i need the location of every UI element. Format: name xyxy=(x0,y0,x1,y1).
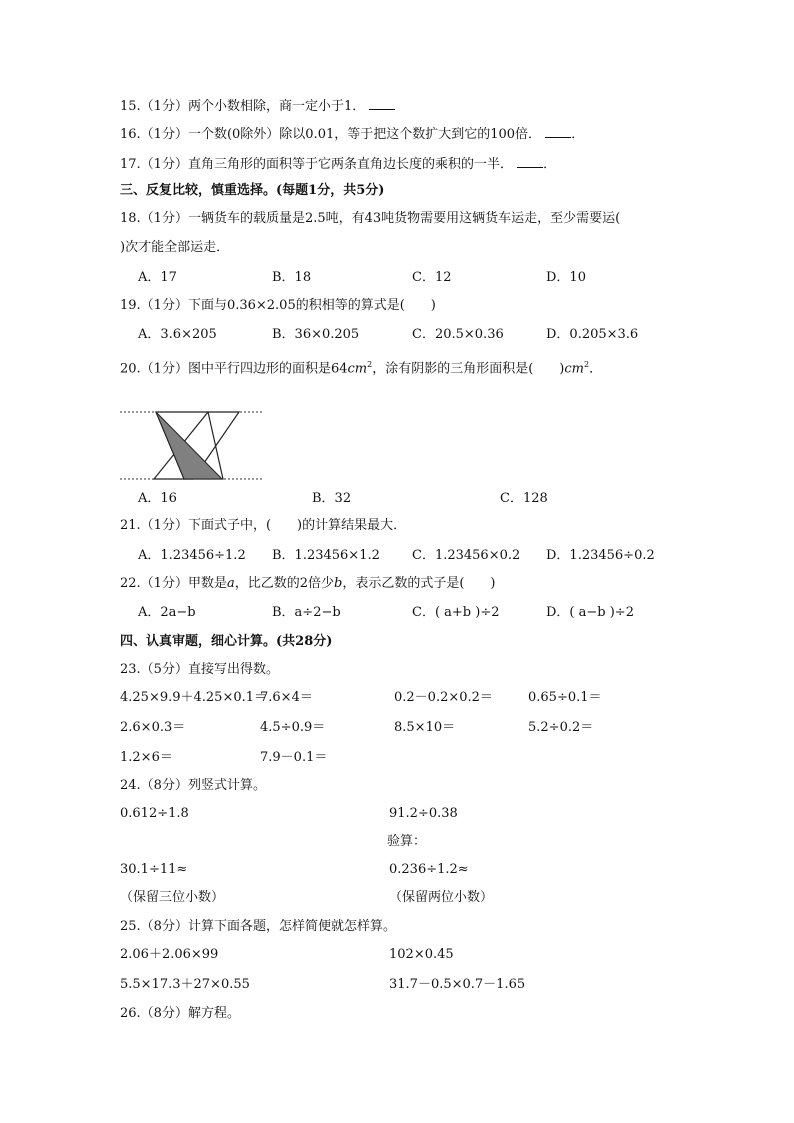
q25-item: 5.5×17.3＋27×0.55 xyxy=(120,977,250,992)
question-15 xyxy=(120,97,395,115)
question-16: 16.（1分）一个数(0除外）除以0.01，等于把这个数扩大到它的100倍． ． xyxy=(120,127,585,142)
answer-blank-16[interactable] xyxy=(545,125,571,138)
variable-b: b xyxy=(334,576,343,591)
question-20-unit-2: cm xyxy=(564,361,584,377)
question-15-text: 15.（1分）两个小数相除，商一定小于1． xyxy=(120,99,366,114)
section-3-heading: 三、反复比较，慎重选择。(每题1分，共5分) xyxy=(120,183,385,198)
question-24: 24.（8分）列竖式计算。 xyxy=(120,778,266,793)
q23-item: 7.9－0.1＝ xyxy=(260,750,328,765)
q20-option-c[interactable]: C．128 xyxy=(500,491,548,506)
q23-item: 4.5÷0.9＝ xyxy=(260,720,326,735)
question-20-text-b: ，涂有阴影的三角形面积是( ) xyxy=(372,361,565,377)
q25-item: 31.7－0.5×0.7－1.65 xyxy=(389,977,526,992)
q18-option-b[interactable]: B．18 xyxy=(272,270,312,285)
q21-option-d[interactable]: D．1.23456÷0.2 xyxy=(546,548,655,563)
q20-option-a[interactable]: A．16 xyxy=(138,491,177,506)
question-25: 25.（8分）计算下面各题，怎样简便就怎样算。 xyxy=(120,919,396,934)
q22-option-d[interactable]: D．( a−b )÷2 xyxy=(546,605,634,620)
question-23: 23.（5分）直接写出得数。 xyxy=(120,662,279,677)
q24-item: 0.236÷1.2≈ xyxy=(389,862,469,877)
question-21: 21.（1分）下面式子中，( )的计算结果最大． xyxy=(120,518,407,533)
q19-option-a[interactable]: A．3.6×205 xyxy=(138,327,217,342)
q23-item: 4.25×9.9＋4.25×0.1＝ xyxy=(120,690,268,705)
q18-option-c[interactable]: C．12 xyxy=(412,270,452,285)
q22-option-c[interactable]: C．( a+b )÷2 xyxy=(412,605,500,620)
q18-option-d[interactable]: D．10 xyxy=(546,270,586,285)
q21-option-b[interactable]: B．1.23456×1.2 xyxy=(272,548,380,563)
q23-item: 1.2×6＝ xyxy=(120,750,173,765)
q24-item: 0.612÷1.8 xyxy=(120,806,189,821)
question-22: 22.（1分）甲数是a，比乙数的2倍少b，表示乙数的式子是( ) xyxy=(120,576,496,591)
answer-blank-17[interactable] xyxy=(517,155,543,168)
question-20: 20.（1分）图中平行四边形的面积是$64cm^2$，涂有阴影的三角形面积是( )$cm^2$． xyxy=(120,360,603,377)
question-18-line1: 18.（1分）一辆货车的载质量是2.5吨，有43吨货物需要用这辆货车运走，至少需要运( xyxy=(120,211,621,226)
q20-option-b[interactable]: B．32 xyxy=(312,491,352,506)
question-17: 17.（1分）直角三角形的面积等于它两条直角边长度的乘积的一半． ． xyxy=(120,157,557,172)
q24-check-label: 验算： xyxy=(387,834,427,849)
q23-item: 0.2－0.2×0.2＝ xyxy=(394,690,493,705)
q24-note: （保留三位小数） xyxy=(120,890,225,905)
q19-option-d[interactable]: D．0.205×3.6 xyxy=(546,327,639,342)
q19-option-c[interactable]: C．20.5×0.36 xyxy=(412,327,504,342)
shaded-triangle xyxy=(156,412,222,479)
q22-option-b[interactable]: B．a÷2−b xyxy=(272,605,341,620)
question-20-unit: cm xyxy=(347,361,368,377)
question-26: 26.（8分）解方程。 xyxy=(120,1006,240,1021)
q19-option-b[interactable]: B．36×0.205 xyxy=(272,327,360,342)
question-17-text: 17.（1分）直角三角形的面积等于它两条直角边长度的乘积的一半． xyxy=(120,157,513,172)
question-16-text: 16.（1分）一个数(0除外）除以0.01，等于把这个数扩大到它的100倍． xyxy=(120,127,542,142)
q24-item: 30.1÷11≈ xyxy=(120,862,188,877)
q22-option-a[interactable]: A．2a−b xyxy=(138,605,196,620)
q23-item: 0.65÷0.1＝ xyxy=(528,690,602,705)
question-18-line2: )次才能全部运走． xyxy=(120,240,230,255)
q23-item: 2.6×0.3＝ xyxy=(120,720,186,735)
q25-item: 2.06＋2.06×99 xyxy=(120,947,219,962)
q24-item: 91.2÷0.38 xyxy=(389,806,458,821)
answer-blank-15[interactable] xyxy=(369,97,395,110)
q21-option-c[interactable]: C．1.23456×0.2 xyxy=(412,548,521,563)
question-20-text-a: 20.（1分）图中平行四边形的面积是 xyxy=(120,361,331,377)
q25-item: 102×0.45 xyxy=(389,947,454,962)
q23-item: 7.6×4＝ xyxy=(260,690,313,705)
q23-item: 5.2÷0.2＝ xyxy=(528,720,594,735)
q18-option-a[interactable]: A．17 xyxy=(138,270,177,285)
question-20-area-value: 64 xyxy=(330,361,348,377)
parallelogram-figure xyxy=(118,405,268,485)
q24-note: （保留两位小数） xyxy=(389,890,494,905)
variable-a: a xyxy=(226,576,235,591)
question-19: 19.（1分）下面与0.36×2.05的积相等的算式是( ) xyxy=(120,298,436,313)
section-4-heading: 四、认真审题，细心计算。(共28分) xyxy=(120,634,333,649)
q23-item: 8.5×10＝ xyxy=(394,720,456,735)
q21-option-a[interactable]: A．1.23456÷1.2 xyxy=(138,548,246,563)
